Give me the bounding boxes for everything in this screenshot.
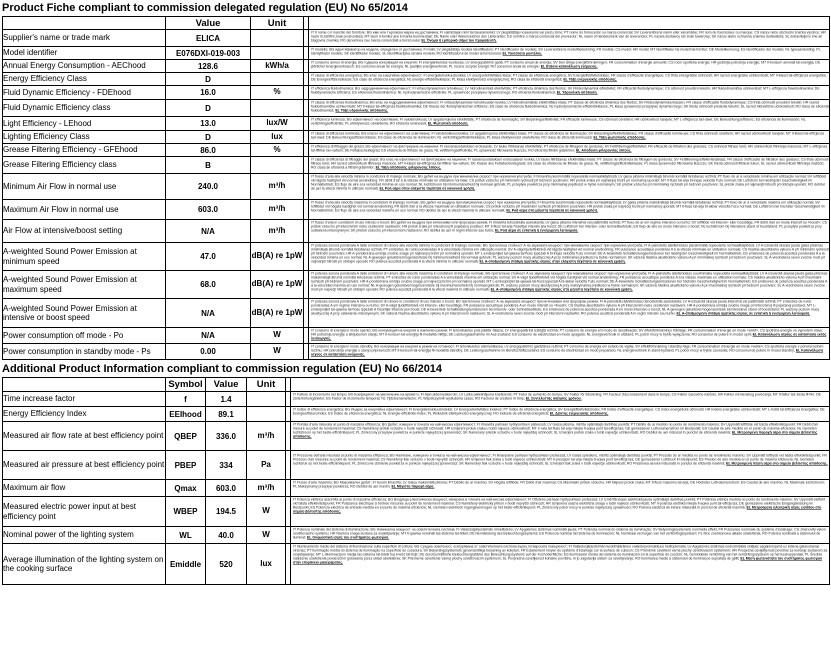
translations-cell — [309, 157, 830, 174]
translations-cell — [309, 131, 830, 144]
translations-tail: EL Ετήσια κατανάλωση ενέργειας. — [540, 65, 598, 69]
attribute-name-cell — [3, 344, 166, 360]
translations-cell — [309, 30, 830, 47]
attribute-value: 0.00 — [200, 347, 216, 356]
attribute-name-cell — [3, 86, 166, 100]
attribute-name-cell — [3, 47, 166, 60]
translations-text: IT consumo di energia in modo standby; BG консумация на енергия в режим на готовност; FI tehonkulutus valmiustilassa; LV energopatēriņš gaidstāves režīmā; PT consumo de energia em estado de vigília; SV effektförbrukning i standby-läge; FR consommation d'énergie en mode «veille»; CS spotřeba energie v pohotovostním režimu; HR potrošnja energije u stanju pripravnosti; MT Il-konsum tal-enerġija fil-modalità standby; DE Leistungsaufnahme im Bereitschaftszustand; ES consumo de electricidad en modo preparado; NL energieverbruik in stand-bystand; PL pobór mocy w trybie czuwania; RO consumul de putere în modul standby; — [311, 345, 824, 353]
symbol-cell — [166, 527, 206, 544]
table-row — [3, 480, 830, 497]
column-header-unit: Unit — [251, 17, 304, 30]
symbol-cell — [166, 392, 206, 407]
translations-tail: EL Τάξη απόδοσης φίλτρανσης λίπους. — [375, 166, 442, 170]
translations-text: IT consumo di energia in modo spento; BG консумация на енергия в изключен режим; FI tehonkulutus pois päältä -tilassa; LV energopatēriņš izslēgtā režīmā; PT consumo de energia em modo de desativação; SV effektförbrukning i frånläge; FR consommation d'énergie en mode «arrêt»; CS spotřeba energie ve vypnutém stavu; HR potrošnja energije u isključenom stanju; MT Il-konsum tal-enerġija fil-modalità mitfija; DE Leistungsaufnahme im Aus-Zustand; ES consumo de electricidad en modo apagado; NL energieverbruik in uitstand; PL pobór mocy w trybie wyłączenia; RO consumul de putere în modul oprit; — [311, 329, 824, 337]
symbol-value: PBEP — [174, 460, 197, 470]
translations-cell — [309, 299, 830, 328]
attribute-value: N/A — [201, 331, 215, 340]
attribute-name: Measured air flow rate at best efficiency point — [3, 431, 164, 441]
table-row — [3, 299, 830, 328]
translations-text: IT classe di efficienza energetica; BG клас на енергийна ефективност; FI energiatehokkuusluokka; LV energoefektivitātes klase; PT classe de eficiência energética; SV Energieffektivitetsklass; FR classe d'efficacité énergétique; CS třída energetické účinnosti; HR razred energetske učinkovitosti; MT Il-klassi tal-effiċjenza enerġetika; DE Energieeffizienzklasse; ES clase de eficiencia energética; NL energie-efficiëntieklasse; PL klasa efektywności energetycznej; RO clasa de eficiență energetică; — [311, 74, 827, 82]
value-cell — [166, 30, 251, 47]
translations-cell — [291, 407, 830, 422]
attribute-unit: % — [273, 87, 281, 97]
additional-header-row — [3, 378, 830, 392]
attribute-unit: Pa — [261, 459, 271, 469]
table-row — [3, 144, 830, 157]
table-row — [3, 527, 830, 544]
attribute-value: 68.0 — [200, 280, 216, 289]
attribute-unit: lux — [260, 558, 272, 568]
translations-cell — [309, 200, 830, 220]
translations-tail: EL Μετρούμενη ηλεκτρική ισχύς εισόδου στο σημείο βέλτιστης απόδοσης. — [293, 506, 822, 514]
attribute-unit: m³/h — [268, 225, 286, 235]
attribute-unit: kWh/a — [265, 60, 289, 70]
symbol-value: f — [184, 394, 187, 404]
translations-text: IT Fattore di incremento nel tempo; BG Коефициент на увеличение на времето; FI Ajan pidennyskerroin; LV Laika palielinājuma koeficients; PT Fator de aumento do tempo; SV Faktor för tidsökning; FR Facteur d'accroissement dans le temps; CS Faktor časového nárůstu; HR Faktor vremenskog povećanja; MT Il-fattur taż-żieda fil-ħin; DE Zeiterhöhungsfaktor; ES Factor de incremento temporal; NL Tijdstoenamefactor; PL Współczynnik wydłużenia czasu; RO Factorul de creștere în timp; — [293, 393, 821, 401]
attribute-name-cell — [3, 422, 166, 451]
header-spacer — [3, 378, 166, 392]
translations-cell — [309, 86, 830, 100]
attribute-value: 240.0 — [197, 182, 219, 191]
table-row — [3, 422, 830, 451]
attribute-value: 86.0 — [200, 145, 216, 155]
additional-title: Additional Product Information compliant to commission regulation (EU) No 66/2014 — [2, 363, 443, 375]
attribute-name: Fluid Dynamic Efficiency - FDEhood — [3, 87, 131, 97]
translations-tail: EL Α-σταθμισμένη στάθμη ηχητικής ισχύος σε εντατική ή ενισχυμένη λειτουργία. — [676, 312, 811, 316]
translations-text: IT Potenza elettrica assorbita al punto di massima efficienza; BG Входяща електрическа мощност, измерена в точката на най-висока ефективност; FI Ottoteho parhaan hyötysuhteen pisteessä; LV Izmērītā ieejas elektriskā jauda optimālajā darbības punktā; PT Potência elétrica medida no ponto de rendimento máximo; SV Uppmätt eleffekt vid bästa effektivitetspunkt; FR Puissance électrique à l'entrée mesurée au point de rendement maximal; CS Naměřený elektrický příkon v bodě nejvyšší účinnosti; HR Izmjerena ulazna električna snaga u točki najveće učinkovitosti; MT Il-potenza elettrika mkejla fl-aqwa punt tal-effiċjenza; DE gemessene elektrische Eingangsleistung im Bestpunkt; ES Potencia eléctrica de entrada medida en el punto de máxima eficiencia; NL Gemeten elektrisch ingangsvermogen op het beste-efficiëntiepunt; PL Zmierzony pobór mocy w punkcie najwyższej sprawności; RO Puterea electrică de intrare măsurată în punctul de eficiență maximă; — [293, 498, 825, 510]
attribute-name-cell — [3, 407, 166, 422]
value-cell — [206, 392, 247, 407]
table-row — [3, 328, 830, 344]
attribute-name-cell — [3, 144, 166, 157]
unit-cell — [251, 243, 304, 271]
translations-text: IT Indice di efficienza energetica; BG Индекс за енергийна ефективност; FI Energiatehokkuusindeksi; LV Energoefektivitātes indekss; PT Índice de eficiência energética; SV Energieffektivitetsindex; FR Indice d'efficacité énergétique; CS Index energetické účinnosti; HR Indeks energetske učinkovitosti; MT L-Indiċi tal-Effiċjenza Enerġetika; DE Energieeffizienzindex; ES Índice de eficiencia energética; NL Energie-efficiëntie-index; PL Wskaźnik efektywności energetycznej; RO Indicele de eficiență energetică; — [293, 408, 825, 416]
attribute-unit: % — [273, 144, 281, 154]
translations-cell — [309, 47, 830, 60]
value-cell — [166, 271, 251, 299]
translations-tail: EL Κατανάλωση ισχύος σε κατάσταση αναμονής. — [311, 349, 823, 357]
value-cell — [166, 86, 251, 100]
translations-text: IT potenza sonora ponderata A delle emissioni di rumore alla velocità minima in condizioni di impiego normale; BG претеглена стойност А на звуковата мощност при минимална скорост при нормална употреба; FI A-painotettu äänitehotaso pienimmällä nopeudella normaalikäytössä; LV A-izsvarotā skaņas jauda gaisa plūsmas minimālajā ātrumā normālā lietošanas režīmā; PT emissões de ruído ponderadas A à velocidade mínima em utilização normal; SV A-vägd ljudeffektnivå vid lägsta hastighet vid normal användning; FR puissance acoustique pondérée A à la vitesse minimale en utilisation normale; CS hladina akustického výkonu A při minimální rychlosti při běžném používání; HR A-ponderirana emisija zvučne snage pri najmanjoj brzini pri normalnoj uporabi; MT L-emissjonijiet tal-qawwa tal-ħoss ippeżati A bl-inqas veloċità f'użu normali; DE A-bewertete Schallleistungsemissionen bei niedrigster Geschwindigkeit im Normalbetrieb; ES emisiones de potencia acústica ponderada A a la velocidad mínima en uso normal; NL A-gewogen geluidsvermogensemissie bij minimumsnelheid bij normaal gebruik; PL ważony poziom mocy akustycznej A przy minimalnej prędkości w trybie normalnym; SK vážená hladina akustického výkonu A pri minimálnej rýchlosti pri bežnom používaní; SL A-vrednotena raven zvočne moči pri najmanjši hitrosti pri običajni uporabi; RO puterea acustică ponderată A la viteză minimă în utilizare normală; — [311, 244, 829, 264]
attribute-value: 128.6 — [197, 61, 219, 71]
attribute-name: Fluid Dynamic Efficiency class — [3, 103, 111, 113]
value-cell — [166, 131, 251, 144]
attribute-value: N/A — [201, 226, 215, 236]
attribute-name: A-weighted Sound Power Emission at intensive or boost speed — [3, 303, 137, 322]
translations-text: IT efficienza di filtraggio dei grassi; BG ефективност на филтриране на мазнини; FI rasvansuodatuksen erotusaste; LV tauku filtrēšanas efektivitāte; PT eficiência de filtragem de gorduras; SV Fettfiltreringseffektivitet; FR efficacité de filtration des graisses; CS účinnost filtrace tuků; HR učinkovitost filtriranja masnoće; MT L-effiċjenza tal-iffiltrar tax-xaħam; DE Fettabscheidegrad; ES eficiencia de filtrado de grasa; NL vetfilteringsefficiëntie; PL sprawność filtrowania tłuszczu; RO eficiența filtrării grăsimilor; — [311, 145, 828, 153]
attribute-unit: W — [273, 330, 281, 340]
attribute-unit: dB(A) re 1pW — [251, 307, 303, 317]
unit-cell — [251, 131, 304, 144]
value-cell — [166, 47, 251, 60]
translations-cell — [309, 60, 830, 73]
unit-cell — [251, 200, 304, 220]
attribute-name: Lighting Efficiency Class — [3, 132, 90, 142]
attribute-name-cell — [3, 544, 166, 585]
table-row — [3, 497, 830, 527]
attribute-name: Minimum Air Flow in normal use — [3, 181, 117, 191]
attribute-name: Supplier's name or trade mark — [3, 33, 110, 43]
attribute-value: D — [205, 132, 211, 142]
symbol-value: QBEP — [174, 431, 197, 441]
symbol-value: Qmax — [174, 483, 197, 493]
table-row — [3, 451, 830, 480]
attribute-name: Energy Efficiency Class — [3, 74, 87, 84]
attribute-name-cell — [3, 200, 166, 220]
table-row — [3, 100, 830, 117]
value-cell — [166, 174, 251, 200]
header-spacer-translations — [291, 378, 830, 392]
translations-tail: EL Τάξη υδραυλικής απόδοσης. — [335, 109, 389, 113]
unit-cell — [247, 480, 286, 497]
value-cell — [206, 407, 247, 422]
attribute-name: Annual Energy Consumption - AEChood — [3, 61, 146, 71]
translations-text: IT flusso d'aria alla velocità massima in condizioni di impiego normale; BG дебит на въздуха при максимална скорост при нормална употреба; FI ilmavirta suurimmalla nopeudella normaalikäytössä; LV gaisa plūsma maksimālajā ātrumā normālā lietošanas režīmā; PT fluxo de ar à velocidade máxima em utilização normal; SV luftflödet vid högsta hastighet vid normal användning; FR débit d'air à la vitesse maximale en utilisation normale; CS průtok vzduchu při maximální rychlosti při běžném používání; HR protok zraka pri najvećoj brzini pri normalnoj uporabi; MT Il-fluss tal-arja bl-akbar veloċità f'użu normali; DE Luftstrom bei höchster Geschwindigkeit im Normalbetrieb; ES flujo de aire a la velocidad máxima en uso normal; RO debitul de aer la viteză maximă în utilizare normală; — [311, 201, 825, 213]
unit-cell — [251, 30, 304, 47]
table-row — [3, 392, 830, 407]
symbol-value: WL — [179, 530, 192, 540]
symbol-value: Emiddle — [169, 559, 202, 569]
translations-cell — [309, 243, 830, 271]
translations-text: IT efficienza luminosa; BG ефективност на осветяване; FI valotehokkuus; LV apgaismojuma efektivitāte; PT eficiência de iluminação; SV Belysningseffektivitet; FR efficacité lumineuse; CS účinnost osvětlení; HR učinkovitost rasvjete; MT L-effiċjenza tad-dawl; DE Beleuchtungseffizienz; ES eficiencia de iluminación; NL verlichtingsefficiëntie; PL efektywność oświetlenia; RO eficiența luminoasă; — [311, 118, 806, 126]
attribute-name: Power consumption in standby mode - Ps — [3, 346, 151, 356]
value-cell — [206, 422, 247, 451]
fiche-header-row — [3, 17, 830, 30]
symbol-cell — [166, 451, 206, 480]
unit-cell — [247, 497, 286, 527]
table-row — [3, 200, 830, 220]
unit-cell — [251, 73, 304, 86]
translations-text: IT flusso d'aria in condizioni di uso intenso o boost; BG дебит на въздуха при интензивен или форсиран режим; FI ilmavirta tehostetulla asetuksella; LV gaisa plūsma intensīvā vai paātrinātā režīmā; PT fluxo de ar em regime intensivo ou turbo; SV luftflöde vid intensiv- eller boostläge; FR débit d'air en mode intensif ou «boost»; CS průtok vzduchu při intenzivním nebo zesíleném nastavení; HR protok zraka pri intenzivnoj ili pojačanoj postavci; MT Il-fluss tal-arja f'issettjar intensiv jew boost; DE Luftstrom bei Intensiv- oder Schnelllaufstufe; ES flujo de aire en modo intensivo o boost; NL luchtstroom bij intensieve stand of booststand; PL przepływ powietrza przy ustawieniu intensywnym; SK prietok vzduchu pri intenzívnom nastavení; RO debitul de aer în regim intensiv sau turbo; — [311, 221, 827, 233]
attribute-name-cell — [3, 131, 166, 144]
unit-cell — [251, 271, 304, 299]
unit-cell — [251, 100, 304, 117]
table-row — [3, 60, 830, 73]
translations-cell — [309, 271, 830, 299]
unit-cell — [247, 544, 286, 585]
attribute-name: Energy Efficiency Index — [3, 409, 87, 419]
value-cell — [166, 220, 251, 243]
table-row — [3, 243, 830, 271]
table-row — [3, 30, 830, 47]
symbol-cell — [166, 480, 206, 497]
value-cell — [206, 451, 247, 480]
translations-tail: EL Ροή αέρα στην ελάχιστη ταχύτητα σε κανονική χρήση. — [379, 187, 476, 191]
translations-tail: EL Υδραυλική απόδοση. — [556, 91, 598, 95]
table-row — [3, 344, 830, 360]
attribute-name-cell — [3, 243, 166, 271]
symbol-value: WBEP — [173, 507, 198, 516]
attribute-name-cell — [3, 328, 166, 344]
column-header-unit: Unit — [247, 378, 286, 392]
attribute-name: Light Efficiency - LEhood — [3, 118, 92, 128]
attribute-name: Measured air pressure at best efficiency point — [3, 460, 165, 470]
table-row — [3, 407, 830, 422]
table-row — [3, 271, 830, 299]
fiche-title: Product Fiche compliant to commission delegated regulation (EU) No 65/2014 — [2, 2, 408, 14]
value-cell — [166, 200, 251, 220]
attribute-value: ELICA — [196, 33, 220, 43]
unit-cell — [251, 174, 304, 200]
attribute-name-cell — [3, 157, 166, 174]
attribute-value: 40.0 — [218, 530, 234, 540]
unit-cell — [251, 344, 304, 360]
translations-cell — [291, 497, 830, 527]
value-cell — [206, 527, 247, 544]
attribute-name-cell — [3, 527, 166, 544]
translations-cell — [309, 328, 830, 344]
translations-tail: EL Τάξη φωτιστικής απόδοσης. — [593, 136, 646, 140]
attribute-unit: m³/h — [257, 482, 275, 492]
attribute-name: Nominal power of the lighting system — [3, 530, 134, 540]
value-cell — [166, 144, 251, 157]
translations-tail: EL Μέση φωτεινότητα του συστήματος φωτισμού στην επιφάνεια μαγειρέματος. — [293, 557, 823, 565]
value-cell — [166, 344, 251, 360]
symbol-cell — [166, 544, 206, 585]
attribute-unit: W — [262, 529, 270, 539]
additional-table — [2, 377, 830, 585]
unit-cell — [247, 527, 286, 544]
unit-cell — [251, 328, 304, 344]
attribute-name: Model identifier — [3, 48, 58, 58]
attribute-name: Air Flow at intensive/boost setting — [3, 226, 123, 236]
unit-cell — [251, 47, 304, 60]
attribute-unit: lux — [271, 131, 283, 141]
unit-cell — [247, 407, 286, 422]
attribute-name-cell — [3, 117, 166, 131]
translations-text: IT flusso d'aria alla velocità minima in condizioni di impiego normale; BG дебит на въздуха при минимална скорост при нормална употреба; FI ilmavirta pienimmällä nopeudella normaalikäytössä; LV gaisa plūsma minimālajā ātrumā normālā lietošanas režīmā; PT fluxo de ar à velocidade mínima em utilização normal; SV luftflödet vid lägsta hastighet vid normal användning; FR débit d'air à la vitesse minimale en utilisation normale; CS průtok vzduchu při minimální rychlosti při běžném používání; HR protok zraka pri najmanjoj brzini pri normalnoj uporabi; MT Il-fluss tal-arja bl-inqas veloċità f'użu normali; DE Luftstrom bei niedrigster Geschwindigkeit im Normalbetrieb; ES flujo de aire a la velocidad mínima en uso normal; NL luchtstroom bij minimumsnelheid bij normaal gebruik; PL przepływ powietrza przy minimalnej prędkości w trybie normalnym; SK prietok vzduchu pri minimálnej rýchlosti pri bežnom používaní; SL pretok zraka pri najmanjši hitrosti pri običajni uporabi; RO debitul de aer la viteză minimă în utilizare normală; — [311, 175, 827, 191]
attribute-name: A-weighted Sound Power Emission at minimum speed — [3, 247, 137, 266]
column-header-symbol: Symbol — [166, 378, 206, 392]
translations-cell — [291, 480, 830, 497]
attribute-value: 603.0 — [197, 205, 219, 214]
value-cell — [166, 243, 251, 271]
value-cell — [166, 60, 251, 73]
translations-cell — [291, 392, 830, 407]
translations-tail: EL Ταυτότητα μοντέλου. — [502, 52, 543, 56]
attribute-name-cell — [3, 220, 166, 243]
table-row — [3, 47, 830, 60]
attribute-value: 47.0 — [200, 252, 216, 261]
translations-cell — [309, 144, 830, 157]
attribute-value: 603.0 — [215, 483, 237, 493]
attribute-name: Time increase factor — [3, 394, 76, 404]
attribute-name-cell — [3, 480, 166, 497]
attribute-value: 520 — [219, 559, 233, 569]
attribute-name-cell — [3, 60, 166, 73]
attribute-name-cell — [3, 73, 166, 86]
table-row — [3, 157, 830, 174]
translations-tail: EL Μέγιστη παροχή αέρα. — [391, 485, 435, 489]
translations-tail: EL Δείκτης ενεργειακής απόδοσης. — [549, 412, 609, 416]
translations-text: IT Potenza nominale del sistema di illuminazione; BG Номинална мощност на осветителната система; FI Valaistusjärjestelmän nimellisteho; LV Apgaismes sistēmas nominālā jauda; PT Potência nominal do sistema de iluminação; SV Belysningssystemets nominella effekt; FR Puissance nominale du système d'éclairage; CS Jmenovitý výkon osvětlovacího systému; HR Nazivna snaga sustava za osvjetljavanje; MT Il-qawwa nominali tas-sistema tat-tidwil; DE Nennleistung des Beleuchtungssystems; ES Potencia nominal del sistema de iluminación; NL Nominaal vermogen van het verlichtingssysteem; PL Moc znamionowa układu oświetlenia; RO Puterea nominală a sistemului de iluminat; — [293, 528, 826, 540]
value-cell — [166, 157, 251, 174]
attribute-value: D — [205, 74, 211, 84]
translations-text: IT classe di efficienza luminosa; BG класът на ефективност на осветяване; FI valotehokkuusluokka; LV apgaismojuma efektivitātes klase; PT classe de eficiência de iluminação; SV Belysningseffektivitetsklass; FR classe d'efficacité lumineuse; CS třída účinnosti osvětlení; HR razred učinkovitosti rasvjete; MT Il-klassi tal-effiċjenza tad-dawl; DE Beleuchtungseffizienzklasse; ES clase de eficiencia de iluminación; NL verlichtingsefficiëntieklasse; PL klasa efektywności oświetlenia; RO clasa de eficiență luminoasă; — [311, 132, 825, 140]
translations-tail: EL Α-σταθμισμένη στάθμη ηχητικής ισχύος στη μέγιστη ταχύτητα σε κανονική χρήση. — [490, 288, 633, 292]
attribute-name: Measured electric power input at best efficiency point — [3, 502, 136, 521]
translations-text: IT Portata d'aria misurata al punto di massima efficienza; BG Дебит, измерен в точката на най-висока ефективност; FI Ilmavirta parhaan hyötysuhteen pisteessä; LV Gaisa plūsma, mērīta optimālajā darbības punktā; PT Débito de ar medido no ponto de rendimento máximo; SV Uppmätt luftflöde vid bästa effektivitetspunkt; FR Débit d'air mesuré au point de rendement maximal; CS Naměřený průtok vzduchu v bodě nejvyšší účinnosti; HR Izmjereni protok zraka u točki najveće učinkovitosti; MT Ir-rata tal-fluss tal-arja mkejla fl-aqwa punt tal-effiċjenza; DE gemessener Luftvolumenstrom im Bestpunkt; ES Caudal de aire medido en el punto de máxima eficiencia; NL Gemeten luchtstroom op het beste-efficiëntiepunt; PL Zmierzony przepływ powietrza w punkcie najwyższej sprawności; SK Nameraný prietok vzduchu v bode najvyššej účinnosti; SL Izmerjeni pretok zraka v točki največje učinkovitosti; RO Debitul de aer măsurat în punctul de eficiență maximă; — [293, 423, 819, 435]
translations-cell — [309, 100, 830, 117]
translations-text: IT classe di efficienza fluidodinamica; BG клас на хидродинамична ефективност; FI virtausdynaamisen tehokkuuden luokka; LV hidrodinamiskās efektivitātes klase; PT classe de eficiência dinâmica dos fluidos; SV Flödesdynamiska klassen; FR classe d'efficacité fluidodynamique; CS třída účinnosti proudění tekutin; HR razred fluidodinamičke učinkovitosti; MT Il-klassi tal-effiċjenza fluwidodinamika; DE Klasse der fluiddynamischen Effizienz; ES clase de eficiencia fluidodinámica; NL hydrodynamische-efficiëntieklasse; PL klasa sprawności przepływu dynamicznego; SK trieda účinnosti prúdenia tekutín; SL razred hidravlične učinkovitosti; RO clasa de eficiență fluidodinamică; — [311, 101, 829, 113]
attribute-value: B — [205, 160, 211, 170]
unit-cell — [251, 299, 304, 328]
header-spacer-translations — [309, 17, 830, 30]
translations-tail: EL Φωτιστική απόδοση. — [427, 122, 469, 126]
unit-cell — [251, 117, 304, 131]
symbol-cell — [166, 497, 206, 527]
attribute-name-cell — [3, 299, 166, 328]
unit-cell — [251, 86, 304, 100]
attribute-unit: m³/h — [268, 204, 286, 214]
attribute-value: N/A — [201, 308, 215, 318]
attribute-value: D — [205, 103, 211, 113]
value-cell — [166, 100, 251, 117]
attribute-unit: lux/W — [266, 118, 288, 128]
additional-body — [3, 392, 830, 585]
unit-cell — [247, 392, 286, 407]
attribute-name-cell — [3, 30, 166, 47]
attribute-name: Maximum Air Flow in normal use — [3, 204, 119, 214]
table-row — [3, 220, 830, 243]
attribute-name: A-weighted Sound Power Emission at maximum speed — [3, 275, 137, 294]
translations-tail: EL Ονομαστική ισχύς του συστήματος φωτισμού. — [307, 536, 390, 540]
table-row — [3, 174, 830, 200]
attribute-name: Average illumination of the lighting system on the cooking surface — [3, 554, 164, 573]
unit-cell — [251, 144, 304, 157]
unit-cell — [251, 157, 304, 174]
translations-text: IT potenza sonora ponderata A delle emissioni di rumore alla velocità massima in condizioni di impiego normale; BG претеглена стойност А на звуковата мощност при максимална скорост при нормална употреба; FI A-painotettu äänitehotaso suurimmalla nopeudella normaalikäytössä; LV A-izsvarotā skaņas jauda gaisa plūsmas maksimālajā ātrumā normālā lietošanas režīmā; PT emissões de ruído ponderadas A à velocidade máxima em utilização normal; SV A-vägd ljudeffektnivå vid högsta hastighet vid normal användning; FR puissance acoustique pondérée A à la vitesse maximale en utilisation normale; CS hladina akustického výkonu A při maximální rychlosti při běžném používání; HR A-ponderirana emisija zvučne snage pri najvećoj brzini pri normalnoj uporabi; MT L-emissjonijiet tal-qawwa tal-ħoss ippeżati A bl-akbar veloċità f'użu normali; DE A-bewertete Schallleistungsemissionen bei höchster Geschwindigkeit im Normalbetrieb; ES emisiones de potencia acústica ponderada A a la velocidad máxima en uso normal; NL A-gewogen geluidsvermogensemissie bij maximumsnelheid bij normaal gebruik; PL ważony poziom mocy akustycznej A przy maksymalnej prędkości w trybie normalnym; SK vážená hladina akustického výkonu A pri maximálnej rýchlosti pri bežnom používaní; SL A-vrednotena raven zvočne moči pri največji hitrosti pri običajni uporabi; RO puterea acustică ponderată A la viteză maximă în utilizare normală; — [311, 272, 828, 292]
attribute-unit: m³/h — [257, 430, 275, 440]
attribute-name-cell — [3, 100, 166, 117]
translations-text: IT modello; BG идентификатор на модела, определен от доставчика; FI malli; LV piegādātāja modeļa identifikators; PT identificador de modelo; SV Leverantörens modellbeteckning; FR modèle; CS model; HR model; MT Identifikatur tal-mudell tal-fornitur; DE Modellkennung; ES identificador del modelo; NL typeaanduiding; PL identyfikator modelu; SK identifikátor modelu; SL identifikacijska oznaka modela; RO identificatorul de model al furnizorului; — [311, 48, 821, 56]
attribute-unit: W — [262, 506, 270, 516]
attribute-name-cell — [3, 497, 166, 527]
table-row — [3, 117, 830, 131]
column-header-value: Value — [166, 17, 251, 30]
translations-cell — [291, 422, 830, 451]
translations-tail: EL Ροή αέρα σε εντατική ή ενισχυμένη λειτουργία. — [495, 229, 579, 233]
attribute-value: E076DXI-019-003 — [175, 48, 241, 58]
translations-cell — [309, 73, 830, 86]
translations-tail: EL Ροή αέρα στη μέγιστη ταχύτητα σε κανονική χρήση. — [506, 209, 598, 213]
translations-text: IT consumo annuo di energia; BG годишна консумация на енергия; FI energiankulutus vuodessa; LV energopatēriņš gadā; PT consumo anual de energia; SV Den årliga energiförbrukningen; FR consommation d'énergie annuelle; CS roční spotřeba energie; HR godišnja potrošnja energije; MT Il-konsum annwali tal-enerġija; DE jährlicher Energieverbrauch; ES consumo anual de energía; NL jaarlijks energieverbruik; PL roczne zużycie energii; RO consumul anual de energie; — [311, 61, 821, 69]
value-cell — [166, 117, 251, 131]
value-cell — [166, 299, 251, 328]
translations-cell — [309, 344, 830, 360]
symbol-value: EEIhood — [169, 409, 202, 419]
value-cell — [206, 544, 247, 585]
translations-text: IT potenza sonora ponderata A delle emissioni di rumore in condizioni di uso intenso o boost; BG претеглена стойност А на звуковата мощност при интензивен или форсиран режим; FI A-painotettu äänitehotaso tehostetulla asetuksella; LV A-izsvarotā skaņas jauda intensīvā vai paātrinātā režīmā; PT emissões de ruído ponderadas A em regime intensivo ou turbo; SV A-vägd ljudeffektnivå vid intensiv- eller boostläge; FR puissance acoustique pondérée A en mode intensif ou «boost»; CS hladina akustického výkonu A při intenzivním nebo zesíleném nastavení; HR A-ponderirana emisija zvučne snage pri intenzivnoj ili pojačanoj postavci; MT L-emissjonijiet tal-qawwa tal-ħoss ippeżati A f'issettjar intensiv jew boost; DE A-bewertete Schallleistungsemissionen bei Intensiv- oder Schnelllaufstufe; ES emisiones de potencia acústica ponderada A en modo intensivo o boost; NL A-gewogen geluidsvermogensemissie bij intensieve stand of booststand; PL ważony poziom mocy akustycznej A przy ustawieniu intensywnym; SK vážená hladina akustického výkonu A pri intenzívnom nastavení; SL A-vrednotena raven zvočne moči pri intenzivni nastavitvi; RO puterea acustică ponderată A în regim intensiv sau turbo; — [311, 300, 820, 316]
column-header-value: Value — [206, 378, 247, 392]
unit-cell — [247, 451, 286, 480]
attribute-name: Power consumption off mode - Po — [3, 330, 124, 340]
attribute-value: 13.0 — [200, 119, 216, 128]
attribute-value: 334 — [219, 460, 233, 470]
attribute-name-cell — [3, 392, 166, 407]
unit-cell — [251, 60, 304, 73]
translations-text: IT Illuminamento medio del sistema di illuminazione sulla superficie di cottura; BG Средна осветеност, осигурявана от осветителната система върху готварската повърхност; FI Valaistusjärjestelmän keskimääräinen valaistusvoimakkuus keittopinnalla; LV Apgaismes sistēmas nodrošinātais vidējais apgaismojums uz ēdiena gatavošanas virsmas; PT Iluminação média do sistema de iluminação na superfície de cozedura; SV Belysningssystemets genomsnittliga belysning av kokytan; FR Éclairement moyen du système d'éclairage sur la surface de cuisson; CS Průměrné osvětlení varné plochy osvětlovacím systémem; HR Prosječna osvijetljenost površine za kuhanje sustavom za osvjetljavanje; MT L-illuminazzjoni medja tas-sistema tat-tidwil fuq il-wiċċ tat-tisjir; DE durchschnittliche Beleuchtungsstärke des Beleuchtungssystems auf der Kochoberfläche; ES Iluminación media del sistema de iluminación en la superficie de cocción; NL Gemiddelde verlichting van het verlichtingssysteem op het kookoppervlak; PL Średnie natężenie oświetlenia powierzchni gotowania przez układ oświetlenia; SK Priemerné osvetlenie varnej plochy osvetľovacím systémom; SL Povprečna osvetljenost kuhalne površine, ki jo zagotavlja sistem za osvetljevanje; RO Iluminarea medie a sistemului de iluminat pe suprafața de gătit; — [293, 545, 828, 561]
translations-tail: EL Τάξη ενεργειακής απόδοσης. — [563, 78, 618, 82]
attribute-value: 16.0 — [200, 88, 216, 97]
attribute-value: 89.1 — [218, 409, 234, 419]
value-cell — [206, 480, 247, 497]
translations-cell — [291, 527, 830, 544]
translations-text: IT Flusso d'aria massimo; BG Максимален дебит; FI Suurin ilmavirta; LV Gaisa maksimālā plūsma; PT Débito de ar máximo; SV Högsta luftflöde; FR Débit d'air maximal; CS Maximální průtok vzduchu; HR Najveći protok zraka; MT Il-fluss massimu tal-arja; DE Höchster Luftvolumenstrom; ES Caudal de aire máximo; NL Maximale luchtstroom; PL Maksymalny przepływ powietrza; RO Debitul de aer maxim; — [293, 481, 825, 489]
translations-cell — [291, 451, 830, 480]
table-row — [3, 73, 830, 86]
attribute-unit: dB(A) re 1pW — [251, 279, 303, 289]
value-cell — [166, 73, 251, 86]
attribute-unit: dB(A) re 1pW — [251, 251, 303, 261]
table-row — [3, 544, 830, 585]
translations-tail: EL Μετρούμενη παροχή αέρα στο σημείο βέλτιστης απόδοσης. — [293, 431, 818, 439]
translations-tail: EL Κατανάλωση ισχύος σε κατάσταση εκτός λειτουργίας. — [311, 333, 827, 341]
attribute-value: 336.0 — [215, 431, 237, 441]
translations-text: IT efficienza fluidodinamica; BG хидродинамична ефективност; FI virtausdynaaminen tehokkuus; LV hidrodinamiskā efektivitāte; PT eficiência dinâmica dos fluidos; SV Flödesdynamisk effektivitet; FR efficacité fluidodynamique; CS účinnost proudění tekutin; HR fluidodinamička učinkovitost; MT L-effiċjenza fluwidodinamika; DE fluiddynamische Effizienz; ES eficiencia fluidodinámica; NL hydrodynamische efficiëntie; PL sprawność przepływu dynamicznego; RO eficiența fluidodinamică; — [311, 87, 820, 95]
translations-text: IT classe di efficienza di filtraggio dei grassi; BG клас на ефективност на филтриране на мазнини; FI rasvansuodatuksen erotusasteen luokka; LV tauku filtrēšanas efektivitātes klase; PT classe de eficiência de filtragem de gorduras; SV Fettfiltreringseffektivitetsklass; FR classe d'efficacité de filtration des graisses; CS třída účinnosti filtrace tuků; HR razred učinkovitosti filtriranja masnoće; MT Il-klassi tal-effiċjenza tal-iffiltrar tax-xaħam; DE Klasse des Fettabscheidegrads; ES clase de eficiencia de filtrado de grasa; NL vetfilteringsefficiëntieklasse; PL klasa sprawności filtrowania tłuszczu; SK trieda účinnosti filtrácie tukov; SL razred učinkovitosti filtriranja maščob; RO clasa de eficiență a filtrării grăsimilor; — [311, 158, 829, 170]
attribute-value: 194.5 — [215, 507, 237, 516]
translations-tail: EL Όνομα ή εμπορικό σήμα του προμηθευτή. — [421, 39, 497, 43]
attribute-unit: W — [273, 346, 281, 356]
attribute-value: 1.4 — [220, 394, 232, 404]
translations-text: IT Pressione dell'aria misurata al punto di massima efficienza; BG Налягане, измерено в точката на най-висока ефективност; FI Ilmanpaine parhaan hyötysuhteen pisteessä; LV Gaisa spiediens, mērīts optimālajā darbības punktā; PT Pressão do ar medida no ponto de rendimento máximo; SV Uppmätt lufttryck vid bästa effektivitetspunkt; FR Pression d'air mesurée au point de rendement maximal; CS Naměřený tlak vzduchu v bodě nejvyšší účinnosti; HR Izmjereni tlak zraka u točki najveće učinkovitosti; MT Il-pressjoni tal-arja mkejla fl-aqwa punt tal-effiċjenza; DE gemessener Luftdruck im Bestpunkt; ES Presión de aire medida en el punto de máxima eficiencia; NL Gemeten luchtdruk op het beste-efficiëntiepunt; PL Zmierzone ciśnienie powietrza w punkcie najwyższej sprawności; SK Nameraný tlak vzduchu v bode najvyššej účinnosti; SL Izmerjeni tlak zraka v točki največje učinkovitosti; RO Presiunea aerului măsurată în punctul de eficiență maximă; — [293, 453, 827, 465]
attribute-name-cell — [3, 271, 166, 299]
attribute-name-cell — [3, 451, 166, 480]
unit-cell — [251, 220, 304, 243]
symbol-cell — [166, 407, 206, 422]
unit-cell — [247, 422, 286, 451]
attribute-unit: m³/h — [268, 181, 286, 191]
translations-cell — [309, 117, 830, 131]
symbol-cell — [166, 422, 206, 451]
translations-cell — [309, 174, 830, 200]
translations-tail: EL Απόδοση φίλτρανσης λίπους. — [575, 149, 632, 153]
header-spacer — [3, 17, 166, 30]
translations-tail: EL Μετρούμενη πίεση αέρα στο σημείο βέλτιστης απόδοσης. — [726, 461, 828, 465]
table-row — [3, 86, 830, 100]
attribute-name: Grease Filtering Efficiency - GFEhood — [3, 145, 138, 155]
fiche-table — [2, 16, 830, 360]
attribute-name: Maximum air flow — [3, 483, 66, 493]
attribute-name-cell — [3, 174, 166, 200]
table-row — [3, 131, 830, 144]
value-cell — [166, 328, 251, 344]
translations-cell — [309, 220, 830, 243]
fiche-body — [3, 30, 830, 360]
translations-cell — [291, 544, 830, 585]
translations-tail: EL Συντελεστής αύξησης χρόνου. — [525, 397, 582, 401]
translations-tail: EL Α-σταθμισμένη στάθμη ηχητικής ισχύος στην ελάχιστη ταχύτητα σε κανονική χρήση. — [479, 260, 626, 264]
translations-text: IT Il nome o il marchio del fornitore; BG име или търговска марка на доставчика; FI valmistajan nimi tai tavaramerkki; LV piegādātāja nosaukums vai preču zīme; PT nome do fornecedor ou marca comercial; SV Leverantörens namn eller varumärke; FR nom du fournisseur ou marque; CS název nebo obchodní značka výrobce; HR naziv ili zaštitni znak proizvođača; MT Isem il-fornitur jew il-marka kummerċjali; DE Name oder Warenzeichen des Lieferanten; ES nombre o marca comercial del proveedor; NL naam of handelsmerk van de leverancier; PL nazwa dostawcy lub znak towarowy; SK názov alebo ochranná známka dodávateľa; SL dobaviteljevo ime ali blagovna znamka; RO denumirea sau marca comercială a furnizorului; — [311, 31, 826, 43]
attribute-name: Grease Filtering Efficiency class — [3, 160, 117, 170]
value-cell — [206, 497, 247, 527]
